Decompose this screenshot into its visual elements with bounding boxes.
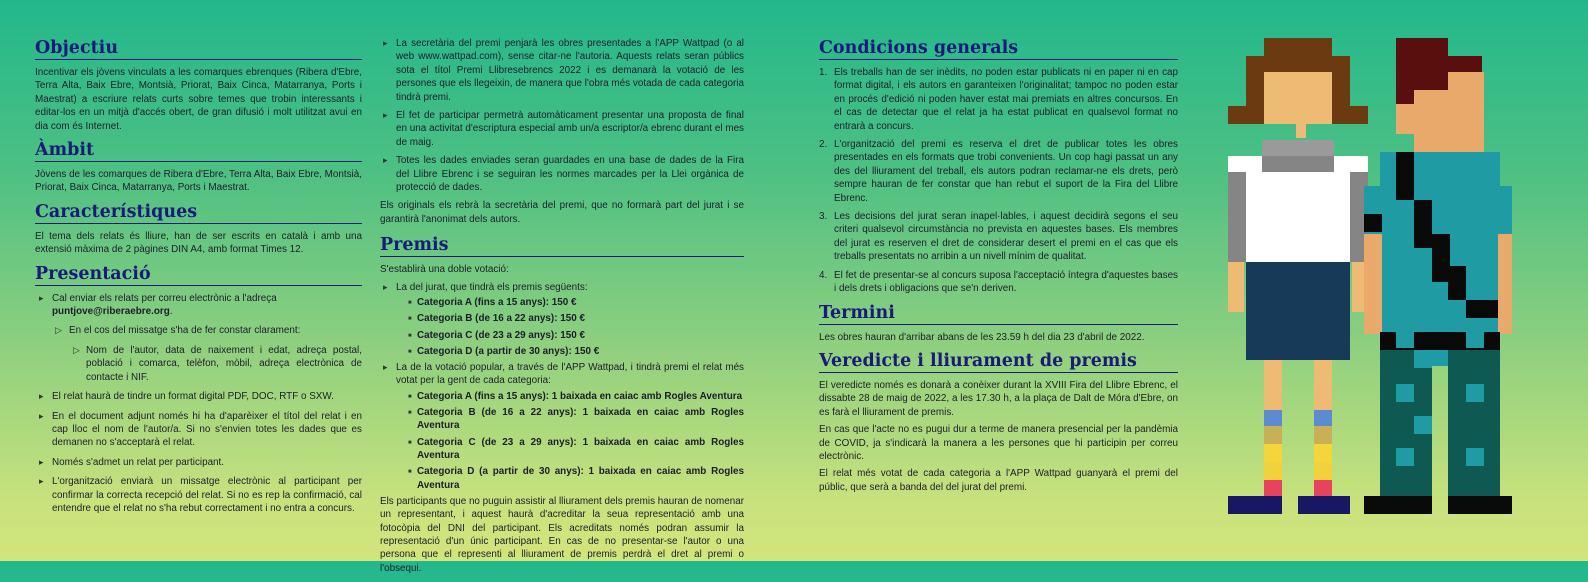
heading-objectiu: Objectiu	[35, 38, 362, 60]
list-item: ■ Categoria A (fins a 15 anys): 1 baixada en caiac amb Rogles Aventura	[380, 390, 744, 403]
list-item: ▸ Només s'admet un relat per participant.	[35, 456, 362, 469]
list-item: ▸ La secretària del premi penjarà les obres presentades a l'APP Wattpad (o al web www.wattpad.com), sense citar-ne l'autoria. Aquests relats seran públics sota el títol Premi Llibresebrencs 2022 i es demanarà la votació de les persones que els llegeixin, de manera que l'obra més votada de cada categoria tindrà premi.	[380, 37, 744, 104]
section-veredicte	[819, 351, 1178, 494]
list-item: ■ Categoria A (fins a 15 anys): 150 €	[380, 296, 744, 309]
list-item: ■ Categoria B (de 16 a 22 anys): 150 €	[380, 312, 744, 325]
list-item	[819, 269, 1178, 296]
section-termini	[819, 303, 1178, 344]
list-item: ▷ En el cos del missatge s'ha de fer constar clarament:	[35, 324, 362, 337]
list-item: ■ Categoria B (de 16 a 22 anys): 1 baixada en caiac amb Rogles Aventura	[380, 406, 744, 433]
heading-condicions: Condicions generals	[819, 38, 1178, 60]
list-item	[819, 138, 1178, 205]
presentacio-item1-text: Cal enviar els relats per correu electrònic a l'adreça	[52, 292, 277, 304]
email-link[interactable]: puntjove@riberaebre.org	[52, 306, 170, 318]
condicio-text: El fet de presentar-se al concurs suposa l'acceptació íntegra d'aquestes bases i dels drets i obligacions que se'n deriven.	[834, 269, 1178, 295]
section-caracteristiques	[35, 202, 362, 257]
boy-figure	[1364, 38, 1512, 514]
list-item: ■ Categoria C (de 23 a 29 anys): 1 baixada en caiac amb Rogles Aventura	[380, 436, 744, 463]
premis-final: Els participants que no puguin assistir al lliurament dels premis hauran de nomenar un representant, i aquest haurà d'acreditar la seua representació amb una fotocòpia del DNI del participant. Els acreditats només podran assumir la representació d'un únic participant. En cas de no presentar-se l'autor o una persona que el representi al lliurament de premis perdrà el dret al premi o l'obsequi.	[380, 495, 744, 574]
section-condicions	[819, 38, 1178, 296]
section-objectiu	[35, 38, 362, 133]
veredicte-p2: En cas que l'acte no es pugui dur a terme de manera presencial per la pandèmia de COVID, ja s'indicarà la manera a les persones que hi participin per correu electrònic.	[819, 424, 1178, 462]
condicio-text: Els treballs han de ser inèdits, no poden estar publicats ni en paper ni en cap format digital, i els autors en garanteixen l'originalitat; tampoc no poden estar en procés d'edició ni poden haver estat mai premiats en altres concursos. En el cas de detectar que el relat ja ha estat publicat en qualsevol format no entrarà a concurs.	[834, 67, 1178, 132]
list-item: ■ Categoria D (a partir de 30 anys): 1 baixada en caiac amb Rogles Aventura	[380, 465, 744, 492]
girl-figure	[1228, 38, 1368, 514]
procedure-list	[380, 37, 744, 194]
list-item: ▸ L'organització enviarà un missatge electrònic al participant per confirmar la correcta recepció del relat. Si no es rep la confirmació, cal entendre que el relat no s'ha rebut correctament i no entra a concurs.	[35, 475, 362, 515]
section-premis	[380, 235, 744, 575]
objectiu-text: Incentivar els jòvens vinculats a les comarques ebrenques (Ribera d'Ebre, Terra Alta, Baix Ebre, Montsià, Priorat, Baix Cinca, Matarranya, Ports i Maestrat) a escriure relats curts sobre temes que trobin interessants i editar-los en un mitjà d'accés obert, de gran difusió i molt utilitzat avui en dia com és Internet.	[35, 67, 362, 132]
presentacio-list	[35, 292, 362, 516]
heading-premis: Premis	[380, 235, 744, 257]
veredicte-p1: El veredicte només es donarà a conèixer durant la XVIII Fira del Llibre Ebrenc, el dissabte 28 de maig de 2022, a les 17.30 h, a la plaça de Dalt de Móra d'Ebre, on es farà el lliurament de premis.	[819, 379, 1178, 418]
caracteristiques-text: El tema dels relats és lliure, han de ser escrits en català i amb una extensió màxima de 2 pàgines DIN A4, amb format Times 12.	[35, 230, 362, 256]
list-item: ▷ Nom de l'autor, data de naixement i edat, adreça postal, població i comarca, telèfon, mòbil, adreça electrònica de contacte i NIF.	[35, 344, 362, 384]
section-presentacio	[35, 264, 362, 516]
punctuation: .	[169, 306, 173, 318]
heading-presentacio: Presentació	[35, 264, 362, 286]
termini-text: Les obres hauran d'arribar abans de les 23.59 h del dia 23 d'abril de 2022.	[819, 331, 1145, 343]
column-3	[819, 38, 1178, 501]
condicions-list	[819, 66, 1178, 296]
premis-list	[380, 281, 744, 492]
list-item	[819, 210, 1178, 264]
list-item: ▸ El relat haurà de tindre un format digital PDF, DOC, RTF o SXW.	[35, 390, 362, 403]
pixel-art-icon	[1228, 38, 1512, 516]
heading-termini: Termini	[819, 303, 1178, 325]
heading-caracteristiques: Característiques	[35, 202, 362, 224]
condicio-text: Les decisions del jurat seran inapel·lables, i aquest decidirà segons el seu criteri qualsevol circumstància no prevista en aquestes bases. Els membres del jurat es reserven el dret de considerar desert el premi en el cas que els treballs presentats no arribin a un nivell mínim de qualitat.	[834, 211, 1178, 263]
premis-intro: S'establirà una doble votació:	[380, 264, 509, 276]
ambit-text: Jòvens de les comarques de Ribera d'Ebre, Terra Alta, Baix Ebre, Montsià, Priorat, Baix Cinca, Matarranya, Ports i Maestrat.	[35, 169, 362, 194]
veredicte-p3: El relat més votat de cada categoria a l'APP Wattpad guanyarà el premi del públic, que serà a banda del del jurat del premi.	[819, 468, 1178, 493]
originals-note: Els originals els rebrà la secretària del premi, que no formarà part del jurat i se garantirà l'anonimat dels autors.	[380, 200, 744, 225]
list-item: ▸ La de la votació popular, a través de l'APP Wattpad, i tindrà premi el relat més votat per la gent de cada categoria:	[380, 361, 744, 388]
section-ambit	[35, 140, 362, 195]
list-item	[819, 66, 1178, 133]
list-item	[35, 292, 362, 319]
list-item: ▸ La del jurat, que tindrà els premis següents:	[380, 281, 744, 294]
heading-ambit: Àmbit	[35, 140, 362, 162]
pixel-art-two-young-people-illustration	[1228, 38, 1512, 516]
list-item: ▸ En el document adjunt només hi ha d'aparèixer el títol del relat i en cap lloc el nom de l'autor/a. Si no s'envien totes les dades que es demanen no s'acceptarà el relat.	[35, 410, 362, 450]
condicio-text: L'organització del premi es reserva el dret de publicar totes les obres presentades en els formats que trobi convenients. Un cop hagi passat un any des del lliurament del treball, els autors podran reclamar-ne els drets, però sempre hauran de fer constar que han rebut el suport de la Fira del Llibre Ebrenc.	[834, 139, 1178, 204]
list-item: ▸ El fet de participar permetrà automàticament presentar una proposta de final en una activitat d'escriptura especial amb un/a escriptor/a ebrenc durant el mes de maig.	[380, 109, 744, 149]
heading-veredicte: Veredicte i lliurament de premis	[819, 351, 1178, 373]
column-1	[35, 38, 362, 522]
list-item: ■ Categoria D (a partir de 30 anys): 150 €	[380, 345, 744, 358]
list-item: ▸ Totes les dades enviades seran guardades en una base de dades de la Fira del Llibre Ebrenc i se seguiran les normes marcades per la Llei orgànica de protecció de dades.	[380, 154, 744, 194]
column-2	[380, 37, 744, 582]
list-item: ■ Categoria C (de 23 a 29 anys): 150 €	[380, 329, 744, 342]
